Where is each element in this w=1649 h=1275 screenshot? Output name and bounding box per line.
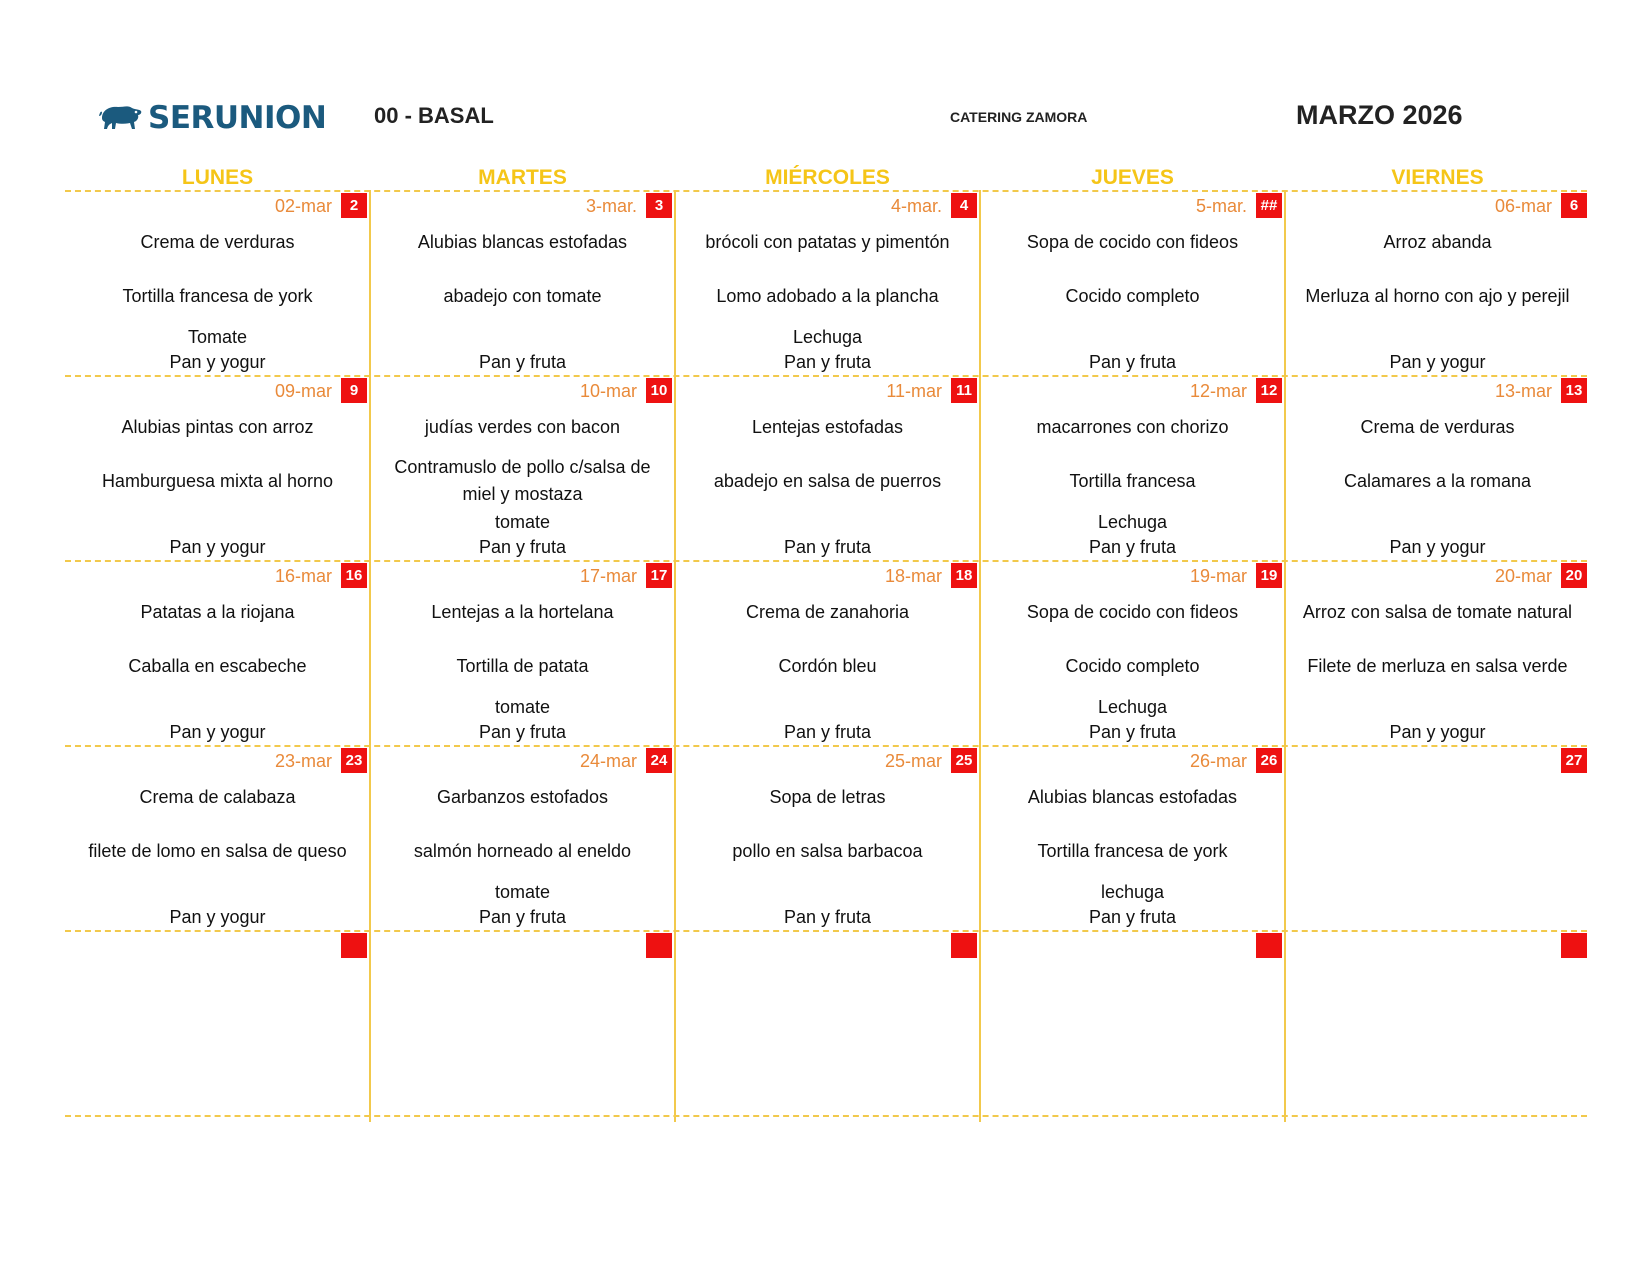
day-cell <box>675 745 980 930</box>
date-label: 12-mar <box>1189 381 1247 401</box>
dessert: Pan y fruta <box>783 537 872 557</box>
first-course: Crema de zanahoria <box>745 602 910 622</box>
dessert: Pan y fruta <box>1088 352 1177 372</box>
date-label: 16-mar <box>274 566 332 586</box>
date-label: 3-mar. <box>585 196 637 216</box>
day-cell <box>675 190 980 375</box>
side-dish: tomate <box>494 512 551 532</box>
day-number-badge: 20 <box>1561 563 1587 588</box>
menu-calendar <box>65 160 1587 1122</box>
day-number-badge <box>1256 933 1282 958</box>
first-course: judías verdes con bacon <box>424 417 621 437</box>
day-header: LUNES <box>181 166 254 189</box>
first-course: Alubias blancas estofadas <box>1027 787 1238 807</box>
second-course: Tortilla francesa <box>1069 470 1196 491</box>
day-header: MARTES <box>478 166 567 189</box>
first-course: Crema de calabaza <box>139 787 296 807</box>
second-course <box>675 1008 980 1064</box>
date-label: 17-mar <box>579 566 637 586</box>
second-course: Tortilla francesa de york <box>1037 840 1228 861</box>
day-number-badge: 4 <box>951 193 977 218</box>
second-course: Cocido completo <box>1065 285 1200 306</box>
dessert: Pan y yogur <box>1389 352 1486 372</box>
first-course: Alubias pintas con arroz <box>121 417 314 437</box>
day-cell <box>370 190 675 375</box>
day-number-badge: 11 <box>951 378 977 403</box>
day-number-badge: 3 <box>646 193 672 218</box>
day-number-badge: 25 <box>951 748 977 773</box>
day-cell <box>675 375 980 560</box>
second-course: Tortilla francesa de york <box>122 285 313 306</box>
page-header <box>0 0 1649 160</box>
first-course: Sopa de cocido con fideos <box>1026 602 1239 622</box>
day-number-badge <box>951 933 977 958</box>
dessert: Pan y fruta <box>478 537 567 557</box>
day-number-badge: 24 <box>646 748 672 773</box>
second-course: Hamburguesa mixta al horno <box>101 470 334 491</box>
day-number-badge <box>1561 933 1587 958</box>
second-course: abadejo en salsa de puerros <box>713 470 942 491</box>
day-number-badge: 17 <box>646 563 672 588</box>
second-course <box>370 1008 675 1064</box>
day-cell <box>370 375 675 560</box>
second-course: Cocido completo <box>1065 655 1200 676</box>
day-number-badge: 23 <box>341 748 367 773</box>
day-header: JUEVES <box>1091 166 1174 189</box>
day-cell <box>370 560 675 745</box>
day-cell <box>980 190 1285 375</box>
date-label: 5-mar. <box>1195 196 1247 216</box>
side-dish: tomate <box>494 697 551 717</box>
date-label: 23-mar <box>274 751 332 771</box>
second-course <box>1285 823 1590 879</box>
first-course: brócoli con patatas y pimentón <box>705 232 950 252</box>
day-header: MIÉRCOLES <box>765 166 890 189</box>
side-dish: Lechuga <box>1097 512 1168 532</box>
catering-name: CATERING ZAMORA <box>950 109 1088 125</box>
dessert: Pan y fruta <box>1088 722 1177 742</box>
dessert: Pan y yogur <box>1389 537 1486 557</box>
day-number-badge: 16 <box>341 563 367 588</box>
day-cell <box>675 930 980 1115</box>
day-cell <box>980 745 1285 930</box>
first-course: Patatas a la riojana <box>140 602 295 622</box>
second-course <box>65 1008 370 1064</box>
second-course: abadejo con tomate <box>443 285 602 306</box>
dessert: Pan y fruta <box>783 722 872 742</box>
menu-code: 00 - BASAL <box>374 103 494 128</box>
day-header: VIERNES <box>1391 166 1484 189</box>
day-cell <box>1285 375 1590 560</box>
date-label: 26-mar <box>1189 751 1247 771</box>
day-number-badge: 27 <box>1561 748 1587 773</box>
day-cell <box>1285 190 1590 375</box>
dessert: Pan y yogur <box>1389 722 1486 742</box>
second-course: Filete de merluza en salsa verde <box>1307 655 1568 676</box>
month-title: MARZO 2026 <box>1296 100 1463 130</box>
day-number-badge: 19 <box>1256 563 1282 588</box>
date-label: 19-mar <box>1189 566 1247 586</box>
day-cell <box>980 560 1285 745</box>
day-cell <box>1285 930 1590 1115</box>
second-course: Merluza al horno con ajo y perejil <box>1305 285 1570 306</box>
first-course: Crema de verduras <box>1360 417 1515 437</box>
first-course: Alubias blancas estofadas <box>417 232 628 252</box>
second-course: Contramuslo de pollo c/salsa de miel y mostaza <box>394 457 651 504</box>
dessert: Pan y fruta <box>478 722 567 742</box>
day-cell <box>65 930 370 1115</box>
dessert: Pan y yogur <box>169 537 266 557</box>
first-course: macarrones con chorizo <box>1036 417 1229 437</box>
first-course: Sopa de letras <box>769 787 886 807</box>
day-number-badge: ## <box>1256 193 1282 218</box>
row-divider <box>65 1115 1587 1117</box>
second-course <box>980 1008 1285 1064</box>
day-number-badge: 12 <box>1256 378 1282 403</box>
first-course: Lentejas estofadas <box>751 417 904 437</box>
second-course: Cordón bleu <box>778 655 877 676</box>
dessert: Pan y yogur <box>169 352 266 372</box>
side-dish: lechuga <box>1100 882 1165 902</box>
day-cell <box>1285 745 1590 930</box>
date-label: 24-mar <box>579 751 637 771</box>
side-dish: Tomate <box>187 327 248 347</box>
date-label: 10-mar <box>579 381 637 401</box>
day-cell <box>675 560 980 745</box>
day-number-badge: 10 <box>646 378 672 403</box>
dessert: Pan y fruta <box>783 907 872 927</box>
second-course: Tortilla de patata <box>456 655 589 676</box>
day-number-badge: 2 <box>341 193 367 218</box>
side-dish: tomate <box>494 882 551 902</box>
first-course: Arroz abanda <box>1383 232 1492 252</box>
day-number-badge: 18 <box>951 563 977 588</box>
bison-icon <box>98 102 144 134</box>
day-cell <box>1285 560 1590 745</box>
side-dish: Lechuga <box>792 327 863 347</box>
dessert: Pan y yogur <box>169 722 266 742</box>
second-course <box>1285 1008 1590 1064</box>
dessert: Pan y fruta <box>478 907 567 927</box>
first-course: Garbanzos estofados <box>436 787 609 807</box>
day-number-badge: 9 <box>341 378 367 403</box>
day-number-badge: 13 <box>1561 378 1587 403</box>
day-cell <box>65 745 370 930</box>
dessert: Pan y fruta <box>1088 537 1177 557</box>
date-label: 25-mar <box>884 751 942 771</box>
serunion-logo <box>98 98 326 138</box>
day-cell <box>370 745 675 930</box>
day-cell <box>65 190 370 375</box>
first-course: Crema de verduras <box>140 232 295 252</box>
day-number-badge <box>341 933 367 958</box>
date-label: 20-mar <box>1494 566 1552 586</box>
second-course: Calamares a la romana <box>1343 470 1532 491</box>
day-cell <box>980 375 1285 560</box>
second-course: salmón horneado al eneldo <box>413 840 632 861</box>
first-course: Sopa de cocido con fideos <box>1026 232 1239 252</box>
date-label: 13-mar <box>1494 381 1552 401</box>
date-label: 11-mar <box>886 381 942 401</box>
dessert: Pan y yogur <box>169 907 266 927</box>
dessert: Pan y fruta <box>478 352 567 372</box>
day-cell <box>65 375 370 560</box>
brand-name: SERUNION <box>148 100 327 136</box>
day-cell <box>65 560 370 745</box>
first-course: Lentejas a la hortelana <box>431 602 614 622</box>
date-label: 18-mar <box>884 566 942 586</box>
day-number-badge: 6 <box>1561 193 1587 218</box>
date-label: 02-mar <box>274 196 332 216</box>
date-label: 06-mar <box>1494 196 1552 216</box>
day-number-badge <box>646 933 672 958</box>
date-label: 4-mar. <box>890 196 942 216</box>
date-label: 09-mar <box>274 381 332 401</box>
second-course: Lomo adobado a la plancha <box>716 285 939 306</box>
first-course: Arroz con salsa de tomate natural <box>1302 602 1573 622</box>
day-number-badge: 26 <box>1256 748 1282 773</box>
second-course: Caballa en escabeche <box>128 655 307 676</box>
dessert: Pan y fruta <box>1088 907 1177 927</box>
day-cell <box>370 930 675 1115</box>
side-dish: Lechuga <box>1097 697 1168 717</box>
second-course: filete de lomo en salsa de queso <box>88 840 347 861</box>
day-cell <box>980 930 1285 1115</box>
dessert: Pan y fruta <box>783 352 872 372</box>
second-course: pollo en salsa barbacoa <box>732 840 923 861</box>
